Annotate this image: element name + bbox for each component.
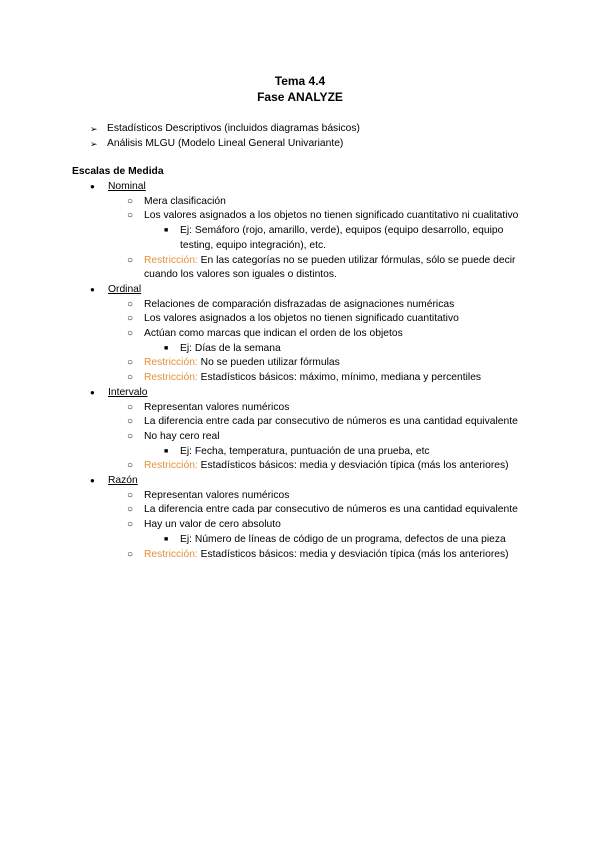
scale-item (72, 474, 532, 489)
list-item (72, 327, 532, 342)
item-text: Estadísticos básicos: media y desviación típica (más los anteriores) (197, 460, 509, 472)
list-item (72, 503, 532, 518)
circle-bullet-icon: ○ (127, 298, 134, 310)
scale-item (72, 283, 532, 298)
circle-bullet-icon: ○ (127, 548, 134, 560)
list-item (72, 415, 532, 430)
circle-bullet-icon: ○ (127, 357, 134, 369)
list-item (72, 209, 532, 224)
list-item (72, 401, 532, 416)
circle-bullet-icon: ○ (127, 489, 134, 501)
topic-text: Análisis MLGU (Modelo Lineal General Univariante) (107, 138, 344, 149)
list-item (72, 430, 532, 445)
circle-bullet-icon: ○ (127, 401, 134, 413)
item-text: Los valores asignados a los objetos no tienen significado cuantitativo (144, 313, 459, 325)
list-item (72, 312, 532, 327)
example-text: Ej: Semáforo (rojo, amarillo, verde), equipos (equipo desarrollo, equipo testing, equipo integración), etc. (180, 225, 504, 251)
disc-bullet-icon: ● (90, 284, 95, 294)
example-text: Ej: Número de líneas de código de un programa, defectos de una pieza (180, 533, 506, 545)
restriction-label: Restricción: (144, 548, 198, 560)
circle-bullet-icon: ○ (127, 519, 134, 531)
scale-name: Razón (108, 475, 138, 487)
example-item (72, 533, 532, 548)
disc-bullet-icon: ● (90, 476, 95, 486)
example-item (72, 342, 532, 357)
square-bullet-icon: ■ (164, 535, 169, 543)
restriction-label: Restricción: (144, 460, 198, 472)
square-bullet-icon: ■ (164, 344, 169, 352)
circle-bullet-icon: ○ (127, 254, 134, 266)
topics-list (90, 122, 560, 152)
scale-name: Ordinal (108, 283, 142, 295)
list-item (72, 518, 532, 533)
item-text: Actúan como marcas que indican el orden de los objetos (144, 328, 403, 340)
restriction-item (72, 254, 532, 283)
example-text: Ej: Días de la semana (180, 342, 281, 354)
scale-item (72, 386, 532, 401)
list-item (72, 489, 532, 504)
restriction-item (72, 356, 532, 371)
circle-bullet-icon: ○ (127, 328, 134, 340)
scale-item (72, 180, 532, 195)
circle-bullet-icon: ○ (127, 504, 134, 516)
section-heading: Escalas de Medida (72, 166, 164, 177)
list-item (72, 195, 532, 210)
example-item (72, 224, 532, 253)
document-subtitle: Fase ANALYZE (257, 90, 343, 104)
square-bullet-icon: ■ (164, 227, 169, 235)
topic-item (90, 122, 560, 137)
item-text: Los valores asignados a los objetos no tienen significado cuantitativo ni cualitativo (144, 210, 519, 222)
item-text: Estadísticos básicos: máximo, mínimo, mediana y percentiles (197, 372, 482, 384)
arrow-bullet-icon: ➢ (90, 124, 98, 134)
square-bullet-icon: ■ (164, 447, 169, 455)
item-text: Relaciones de comparación disfrazadas de asignaciones numéricas (144, 298, 455, 310)
list-item (72, 298, 532, 313)
example-text: Ej: Fecha, temperatura, puntuación de una prueba, etc (180, 445, 430, 457)
disc-bullet-icon: ● (90, 387, 95, 397)
restriction-label: Restricción: (144, 357, 198, 369)
restriction-item (72, 371, 532, 386)
circle-bullet-icon: ○ (127, 460, 134, 472)
circle-bullet-icon: ○ (127, 210, 134, 222)
topic-text: Estadísticos Descriptivos (incluidos diagramas básicos) (107, 123, 360, 134)
document-title: Tema 4.4 (274, 74, 326, 88)
arrow-bullet-icon: ➢ (90, 139, 98, 149)
item-text: En las categorías no se pueden utilizar fórmulas, sólo se puede decir cuando los valores son iguales o distintos. (144, 254, 516, 281)
scales-list (72, 180, 532, 562)
circle-bullet-icon: ○ (127, 195, 134, 207)
item-text: Representan valores numéricos (144, 489, 290, 501)
item-text: Hay un valor de cero absoluto (144, 519, 281, 531)
example-item (72, 445, 532, 460)
restriction-label: Restricción: (144, 372, 198, 384)
item-text: No hay cero real (144, 430, 220, 442)
item-text: No se pueden utilizar fórmulas (197, 357, 340, 369)
item-text: La diferencia entre cada par consecutivo de números es una cantidad equivalente (144, 504, 518, 516)
circle-bullet-icon: ○ (127, 313, 134, 325)
restriction-label: Restricción: (144, 254, 198, 266)
restriction-item (72, 459, 532, 474)
item-text: Representan valores numéricos (144, 401, 290, 413)
disc-bullet-icon: ● (90, 182, 95, 191)
scale-name: Nominal (108, 181, 146, 192)
scale-name: Intervalo (108, 386, 148, 398)
topic-item (90, 137, 560, 152)
circle-bullet-icon: ○ (127, 430, 134, 442)
circle-bullet-icon: ○ (127, 416, 134, 428)
item-text: Mera clasificación (144, 195, 226, 207)
item-text: La diferencia entre cada par consecutivo de números es una cantidad equivalente (144, 416, 518, 428)
item-text: Estadísticos básicos: media y desviación típica (más los anteriores) (197, 548, 509, 560)
restriction-item (72, 548, 532, 563)
circle-bullet-icon: ○ (127, 372, 134, 384)
